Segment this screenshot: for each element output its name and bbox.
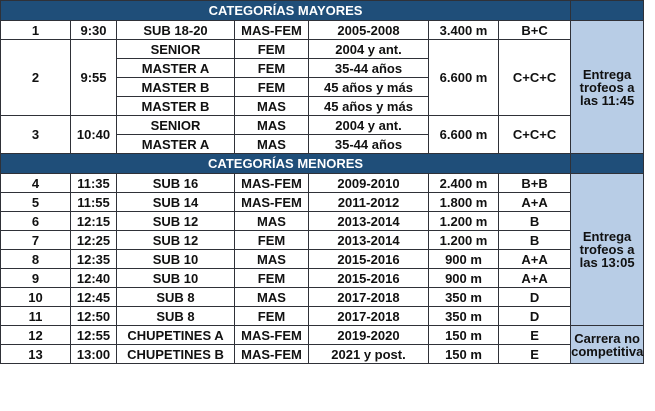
sex: MAS	[235, 250, 309, 269]
category: SUB 10	[117, 250, 235, 269]
category: SUB 12	[117, 231, 235, 250]
race-number: 4	[1, 174, 71, 193]
trophy-note-menores: Entrega trofeos a las 13:05	[571, 174, 644, 326]
table-row	[1, 288, 644, 307]
category: SENIOR	[117, 116, 235, 135]
category: CHUPETINES B	[117, 345, 235, 364]
distance: 6.600 m	[429, 40, 499, 116]
section-header-row	[1, 154, 644, 174]
race-number: 11	[1, 307, 71, 326]
distance: 150 m	[429, 345, 499, 364]
sex: FEM	[235, 78, 309, 97]
course-format: E	[499, 345, 571, 364]
birth-years: 2017-2018	[309, 288, 429, 307]
section-title-menores: CATEGORÍAS MENORES	[1, 154, 571, 174]
race-number: 9	[1, 269, 71, 288]
course-format: A+A	[499, 250, 571, 269]
category: CHUPETINES A	[117, 326, 235, 345]
table-row	[1, 326, 644, 345]
distance: 350 m	[429, 307, 499, 326]
distance: 900 m	[429, 250, 499, 269]
table-row	[1, 269, 644, 288]
birth-years: 2011-2012	[309, 193, 429, 212]
distance: 1.200 m	[429, 231, 499, 250]
birth-years: 2013-2014	[309, 212, 429, 231]
section-header-blank	[571, 1, 644, 21]
distance: 3.400 m	[429, 21, 499, 40]
race-number: 6	[1, 212, 71, 231]
table-row	[1, 345, 644, 364]
category: SUB 10	[117, 269, 235, 288]
category: SUB 12	[117, 212, 235, 231]
distance: 1.800 m	[429, 193, 499, 212]
sex: MAS	[235, 288, 309, 307]
category: SENIOR	[117, 40, 235, 59]
birth-years: 2015-2016	[309, 269, 429, 288]
category: MASTER B	[117, 97, 235, 116]
race-number: 3	[1, 116, 71, 154]
section-title-mayores: CATEGORÍAS MAYORES	[1, 1, 571, 21]
sex: FEM	[235, 307, 309, 326]
distance: 6.600 m	[429, 116, 499, 154]
sex: FEM	[235, 231, 309, 250]
race-number: 5	[1, 193, 71, 212]
birth-years: 45 años y más	[309, 78, 429, 97]
race-time: 13:00	[71, 345, 117, 364]
table-row	[1, 231, 644, 250]
table-row	[1, 250, 644, 269]
table-row	[1, 40, 644, 59]
birth-years: 35-44 años	[309, 135, 429, 154]
distance: 150 m	[429, 326, 499, 345]
sex: MAS-FEM	[235, 326, 309, 345]
sex: MAS	[235, 116, 309, 135]
race-time: 11:55	[71, 193, 117, 212]
course-format: C+C+C	[499, 116, 571, 154]
course-format: A+A	[499, 269, 571, 288]
race-time: 12:45	[71, 288, 117, 307]
birth-years: 2004 y ant.	[309, 40, 429, 59]
birth-years: 2005-2008	[309, 21, 429, 40]
race-time: 10:40	[71, 116, 117, 154]
trophy-note-mayores: Entrega trofeos a las 11:45	[571, 21, 644, 154]
birth-years: 35-44 años	[309, 59, 429, 78]
birth-years: 2015-2016	[309, 250, 429, 269]
race-time: 12:50	[71, 307, 117, 326]
birth-years: 45 años y más	[309, 97, 429, 116]
category: MASTER B	[117, 78, 235, 97]
race-number: 7	[1, 231, 71, 250]
category: MASTER A	[117, 135, 235, 154]
course-format: B	[499, 231, 571, 250]
category: SUB 8	[117, 288, 235, 307]
race-time: 12:40	[71, 269, 117, 288]
course-format: B+C	[499, 21, 571, 40]
birth-years: 2019-2020	[309, 326, 429, 345]
category: SUB 18-20	[117, 21, 235, 40]
race-number: 8	[1, 250, 71, 269]
course-format: D	[499, 288, 571, 307]
sex: MAS-FEM	[235, 345, 309, 364]
category: SUB 14	[117, 193, 235, 212]
distance: 1.200 m	[429, 212, 499, 231]
course-format: E	[499, 326, 571, 345]
race-number: 2	[1, 40, 71, 116]
race-time: 9:55	[71, 40, 117, 116]
schedule-body	[1, 1, 644, 364]
sex: FEM	[235, 40, 309, 59]
table-row	[1, 21, 644, 40]
course-format: A+A	[499, 193, 571, 212]
distance: 900 m	[429, 269, 499, 288]
category: SUB 16	[117, 174, 235, 193]
sex: FEM	[235, 59, 309, 78]
birth-years: 2021 y post.	[309, 345, 429, 364]
distance: 2.400 m	[429, 174, 499, 193]
course-format: D	[499, 307, 571, 326]
table-row	[1, 193, 644, 212]
section-header-row	[1, 1, 644, 21]
course-format: C+C+C	[499, 40, 571, 116]
sex: MAS-FEM	[235, 21, 309, 40]
sex: MAS	[235, 97, 309, 116]
distance: 350 m	[429, 288, 499, 307]
table-row	[1, 307, 644, 326]
birth-years: 2004 y ant.	[309, 116, 429, 135]
birth-years: 2009-2010	[309, 174, 429, 193]
birth-years: 2013-2014	[309, 231, 429, 250]
race-time: 12:15	[71, 212, 117, 231]
table-row	[1, 212, 644, 231]
race-time: 12:55	[71, 326, 117, 345]
category: SUB 8	[117, 307, 235, 326]
table-row	[1, 174, 644, 193]
course-format: B	[499, 212, 571, 231]
non-competitive-note: Carrera no competitiva	[571, 326, 644, 364]
race-number: 1	[1, 21, 71, 40]
course-format: B+B	[499, 174, 571, 193]
sex: MAS	[235, 212, 309, 231]
category: MASTER A	[117, 59, 235, 78]
race-time: 12:35	[71, 250, 117, 269]
race-time: 12:25	[71, 231, 117, 250]
sex: MAS-FEM	[235, 174, 309, 193]
birth-years: 2017-2018	[309, 307, 429, 326]
table-row	[1, 116, 644, 135]
sex: MAS-FEM	[235, 193, 309, 212]
race-time: 9:30	[71, 21, 117, 40]
sex: FEM	[235, 269, 309, 288]
race-number: 12	[1, 326, 71, 345]
race-number: 13	[1, 345, 71, 364]
section-header-blank	[571, 154, 644, 174]
sex: MAS	[235, 135, 309, 154]
race-time: 11:35	[71, 174, 117, 193]
race-number: 10	[1, 288, 71, 307]
